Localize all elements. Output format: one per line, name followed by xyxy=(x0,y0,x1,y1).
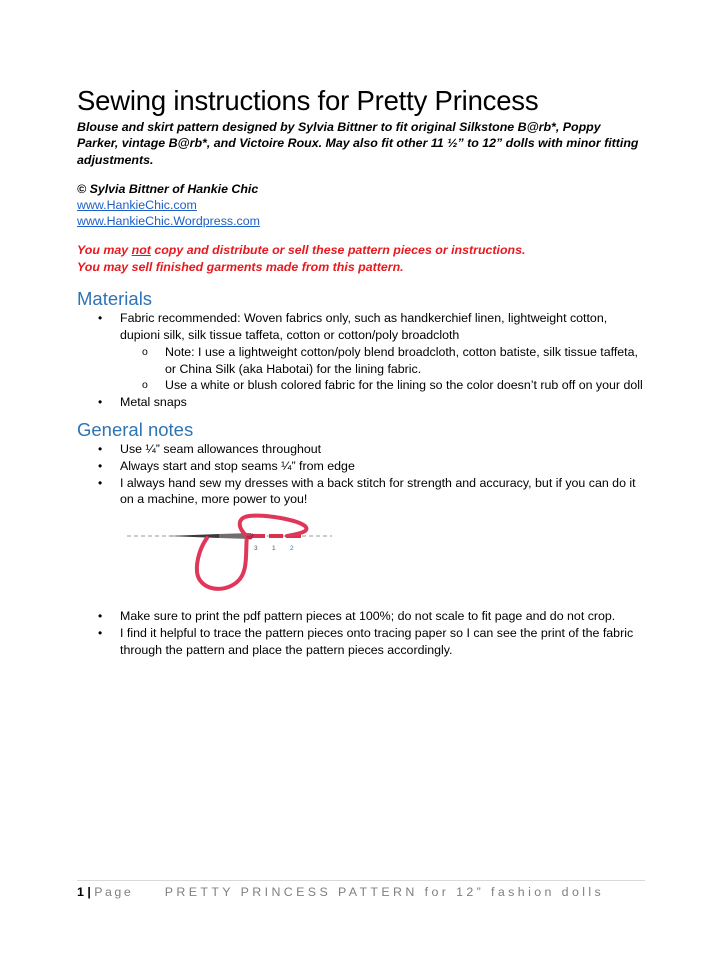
materials-sublist xyxy=(120,344,647,394)
stitch xyxy=(269,534,283,538)
page-word: Page xyxy=(94,885,134,899)
stitch-label-2: 2 xyxy=(290,545,294,553)
warning-emphasis: not xyxy=(131,243,151,258)
list-item: o Note: I use a lightweight cotton/poly blend broadcloth, cotton batiste, silk tissue taffeta, or China Silk (aka Habotai) for the lining fabric. xyxy=(120,344,647,378)
general-notes-heading: General notes xyxy=(77,419,194,440)
list-item: • I find it helpful to trace the pattern pieces onto tracing paper so I can see the print of the fabric through the pattern and place the pattern pieces accordingly. xyxy=(77,625,647,659)
link-hankiechic-wordpress[interactable]: www.HankieChic.Wordpress.com xyxy=(77,214,260,229)
materials-heading: Materials xyxy=(77,288,153,310)
footer-doc-title: PRETTY PRINCESS PATTERN for 12” fashion dolls xyxy=(164,885,605,899)
footer-separator: | xyxy=(87,885,91,899)
list-item: • Use ¼” seam allowances throughout xyxy=(77,441,647,458)
list-item: • Metal snaps xyxy=(77,394,647,411)
page-number: 1 xyxy=(77,885,84,899)
document-page xyxy=(77,85,647,659)
thread xyxy=(240,516,307,536)
list-item: • Fabric recommended: Woven fabrics only, such as handkerchief linen, lightweight cotton, dupioni silk, silk tissue taffeta, cotton or cotton/poly broadcloth o Note: I use a lightweight cotton/poly blend broadcloth, cotton batiste, silk tissue taffeta, or China Silk (aka Habotai) for the lining fabric. o Use a white or blush colored fabric for the lining so the color doesn’t rub off on your doll xyxy=(77,310,647,394)
back-stitch-icon xyxy=(127,512,337,602)
stitch-label-1: 1 xyxy=(272,545,276,553)
warning-line-1: You may not copy and distribute or sell these pattern pieces or instructions. xyxy=(77,243,526,258)
list-item: • Make sure to print the pdf pattern pieces at 100%; do not scale to fit page and do not crop. xyxy=(77,608,647,625)
warning-line-2: You may sell finished garments made from this pattern. xyxy=(77,259,404,274)
copyright-line: © Sylvia Bittner of Hankie Chic xyxy=(77,182,259,197)
stitch-label-3: 3 xyxy=(254,545,258,553)
page-footer xyxy=(77,880,645,900)
copyright-warning xyxy=(77,242,647,275)
thread-loop xyxy=(197,536,247,589)
list-item: • Always start and stop seams ¼” from edge xyxy=(77,458,647,475)
notes-list-continued xyxy=(77,608,647,658)
notes-list xyxy=(77,441,647,508)
list-item: o Use a white or blush colored fabric for the lining so the color doesn’t rub off on your doll xyxy=(120,377,647,394)
back-stitch-illustration xyxy=(77,508,647,608)
list-item: • I always hand sew my dresses with a back stitch for strength and accuracy, but if you can do it on a machine, more power to you! xyxy=(77,475,647,509)
subtitle: Blouse and skirt pattern designed by Sylvia Bittner to fit original Silkstone B@rb*, Poppy Parker, vintage B@rb*, and Victoire Roux. May also fit other 11 ½” to 12” dolls with minor fitting adjustments. xyxy=(77,120,639,167)
links xyxy=(77,197,647,229)
page-title: Sewing instructions for Pretty Princess xyxy=(77,85,539,116)
link-hankiechic[interactable]: www.HankieChic.com xyxy=(77,198,197,213)
materials-list xyxy=(77,310,647,411)
